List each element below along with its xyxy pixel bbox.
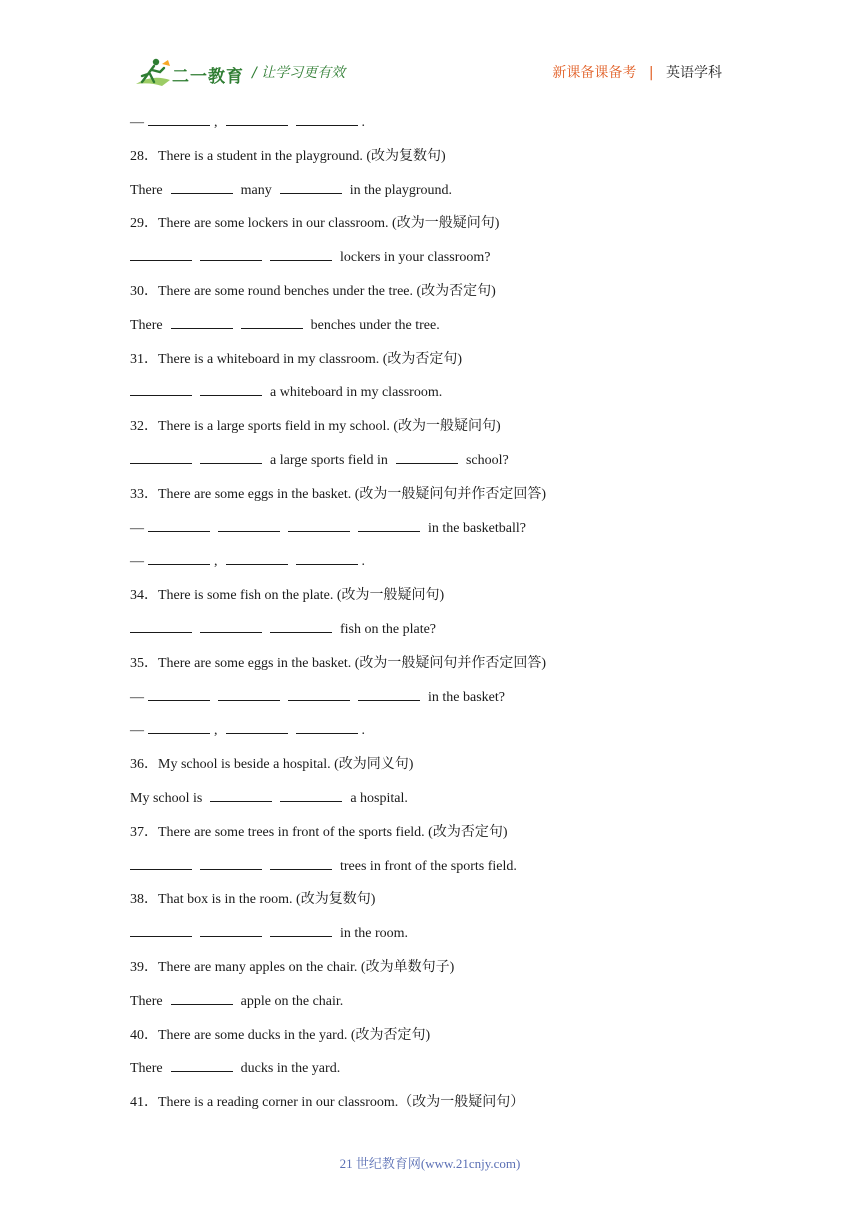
- exercise-line: [130, 451, 730, 485]
- line-text: in the playground.: [349, 182, 453, 198]
- answer-blank: [200, 462, 262, 464]
- line-text: There: [130, 993, 163, 1009]
- answer-blank: [200, 935, 262, 937]
- brand-name: 二一教育: [172, 67, 244, 86]
- line-text: There: [130, 182, 163, 198]
- answer-blank: [280, 800, 342, 802]
- page-footer: 21 世纪教育网(www.21cnjy.com): [339, 1156, 521, 1171]
- exercise-content: [130, 113, 730, 1127]
- answer-blank: [218, 530, 280, 532]
- line-text: 31．There is a whiteboard in my classroom. (改为否定句): [130, 351, 463, 367]
- answer-blank: [148, 124, 210, 126]
- exercise-line: [130, 485, 730, 519]
- line-text: 30．There are some round benches under the tree. (改为否定句): [130, 283, 496, 299]
- answer-blank: [200, 259, 262, 261]
- line-text: a hospital.: [350, 790, 408, 806]
- exercise-line: [130, 823, 730, 857]
- line-text: —: [130, 554, 144, 570]
- answer-blank: [226, 563, 288, 565]
- line-text: 37．There are some trees in front of the sports field. (改为否定句): [130, 824, 508, 840]
- line-text: many: [240, 182, 272, 198]
- exercise-line: [130, 181, 730, 215]
- line-text: ,: [214, 723, 218, 739]
- line-text: 33．There are some eggs in the basket. (改为一般疑问句并作否定回答): [130, 486, 547, 502]
- exercise-line: [130, 282, 730, 316]
- answer-blank: [148, 732, 210, 734]
- line-text: 38．That box is in the room. (改为复数句): [130, 892, 376, 908]
- answer-blank: [200, 868, 262, 870]
- answer-blank: [396, 462, 458, 464]
- line-text: There: [130, 1061, 163, 1077]
- answer-blank: [171, 1070, 233, 1072]
- answer-blank: [226, 732, 288, 734]
- line-text: —: [130, 520, 144, 536]
- line-text: in the basket?: [428, 689, 505, 705]
- answer-blank: [288, 530, 350, 532]
- line-text: 41．There is a reading corner in our classroom.（改为一般疑问句）: [130, 1095, 525, 1111]
- line-text: 34．There is some fish on the plate. (改为一般疑问句): [130, 588, 445, 604]
- answer-blank: [171, 1003, 233, 1005]
- answer-blank: [130, 935, 192, 937]
- line-text: in the room.: [340, 926, 409, 942]
- line-text: .: [361, 115, 365, 130]
- answer-blank: [171, 327, 233, 329]
- exercise-line: [130, 519, 730, 553]
- line-text: 32．There is a large sports field in my school. (改为一般疑问句): [130, 419, 501, 435]
- answer-blank: [130, 631, 192, 633]
- exercise-line: [130, 1059, 730, 1093]
- line-text: trees in front of the sports field.: [340, 858, 517, 874]
- answer-blank: [358, 530, 420, 532]
- exercise-line: [130, 857, 730, 891]
- answer-blank: [130, 394, 192, 396]
- answer-blank: [296, 563, 358, 565]
- answer-blank: [130, 259, 192, 261]
- line-text: .: [361, 554, 365, 570]
- exercise-line: [130, 721, 730, 755]
- exercise-line: [130, 755, 730, 789]
- line-text: My school is: [130, 790, 203, 806]
- answer-blank: [200, 394, 262, 396]
- answer-blank: [226, 124, 288, 126]
- exercise-line: [130, 417, 730, 451]
- page-header: [0, 0, 860, 100]
- line-text: —: [130, 115, 144, 130]
- line-text: 36．My school is beside a hospital. (改为同义句): [130, 757, 414, 773]
- line-text: ,: [214, 554, 218, 570]
- line-text: fish on the plate?: [340, 621, 437, 637]
- answer-blank: [218, 699, 280, 701]
- brand-slogan: / 让学习更有效: [252, 65, 346, 81]
- exercise-line: [130, 1093, 730, 1127]
- answer-blank: [288, 699, 350, 701]
- line-text: a large sports field in: [270, 452, 388, 468]
- header-category: 新课备课备考: [552, 65, 637, 81]
- answer-blank: [130, 462, 192, 464]
- exercise-line: [130, 890, 730, 924]
- answer-blank: [296, 732, 358, 734]
- exercise-line: [130, 214, 730, 248]
- exercise-line: [130, 552, 730, 586]
- exercise-line: [130, 147, 730, 181]
- exercise-line: [130, 688, 730, 722]
- exercise-line: [130, 958, 730, 992]
- line-text: school?: [465, 452, 509, 468]
- line-text: lockers in your classroom?: [340, 250, 491, 266]
- line-text: a whiteboard in my classroom.: [270, 385, 443, 401]
- header-subject: 英语学科: [666, 65, 722, 81]
- line-text: ducks in the yard.: [240, 1061, 341, 1077]
- line-text: 35．There are some eggs in the basket. (改为一般疑问句并作否定回答): [130, 655, 547, 671]
- answer-blank: [280, 192, 342, 194]
- line-text: —: [130, 689, 144, 705]
- exercise-line: [130, 620, 730, 654]
- exercise-line: [130, 992, 730, 1026]
- answer-blank: [171, 192, 233, 194]
- answer-blank: [200, 631, 262, 633]
- line-text: in the basketball?: [428, 520, 526, 536]
- exercise-line: [130, 654, 730, 688]
- exercise-line: [130, 248, 730, 282]
- answer-blank: [270, 935, 332, 937]
- header-right: [552, 62, 722, 82]
- answer-blank: [148, 530, 210, 532]
- line-text: 28．There is a student in the playground. (改为复数句): [130, 148, 446, 164]
- answer-blank: [148, 699, 210, 701]
- line-text: 29．There are some lockers in our classroom. (改为一般疑问句): [130, 216, 500, 232]
- exercise-line: [130, 1026, 730, 1060]
- answer-blank: [358, 699, 420, 701]
- answer-blank: [241, 327, 303, 329]
- answer-blank: [296, 124, 358, 126]
- exercise-line: [130, 316, 730, 350]
- exercise-line: [130, 383, 730, 417]
- exercise-line: [130, 113, 730, 147]
- answer-blank: [270, 868, 332, 870]
- line-text: 39．There are many apples on the chair. (改为单数句子): [130, 959, 455, 975]
- line-text: benches under the tree.: [310, 317, 440, 333]
- answer-blank: [130, 868, 192, 870]
- exercise-line: [130, 350, 730, 384]
- exercise-line: [130, 586, 730, 620]
- answer-blank: [148, 563, 210, 565]
- answer-blank: [270, 631, 332, 633]
- exercise-line: [130, 789, 730, 823]
- line-text: .: [361, 723, 365, 739]
- answer-blank: [210, 800, 272, 802]
- line-text: There: [130, 317, 163, 333]
- line-text: apple on the chair.: [240, 993, 344, 1009]
- exercise-line: [130, 924, 730, 958]
- line-text: ,: [214, 115, 218, 130]
- line-text: —: [130, 723, 144, 739]
- line-text: 40．There are some ducks in the yard. (改为否定句): [130, 1027, 431, 1043]
- header-separator: |: [648, 65, 654, 81]
- answer-blank: [270, 259, 332, 261]
